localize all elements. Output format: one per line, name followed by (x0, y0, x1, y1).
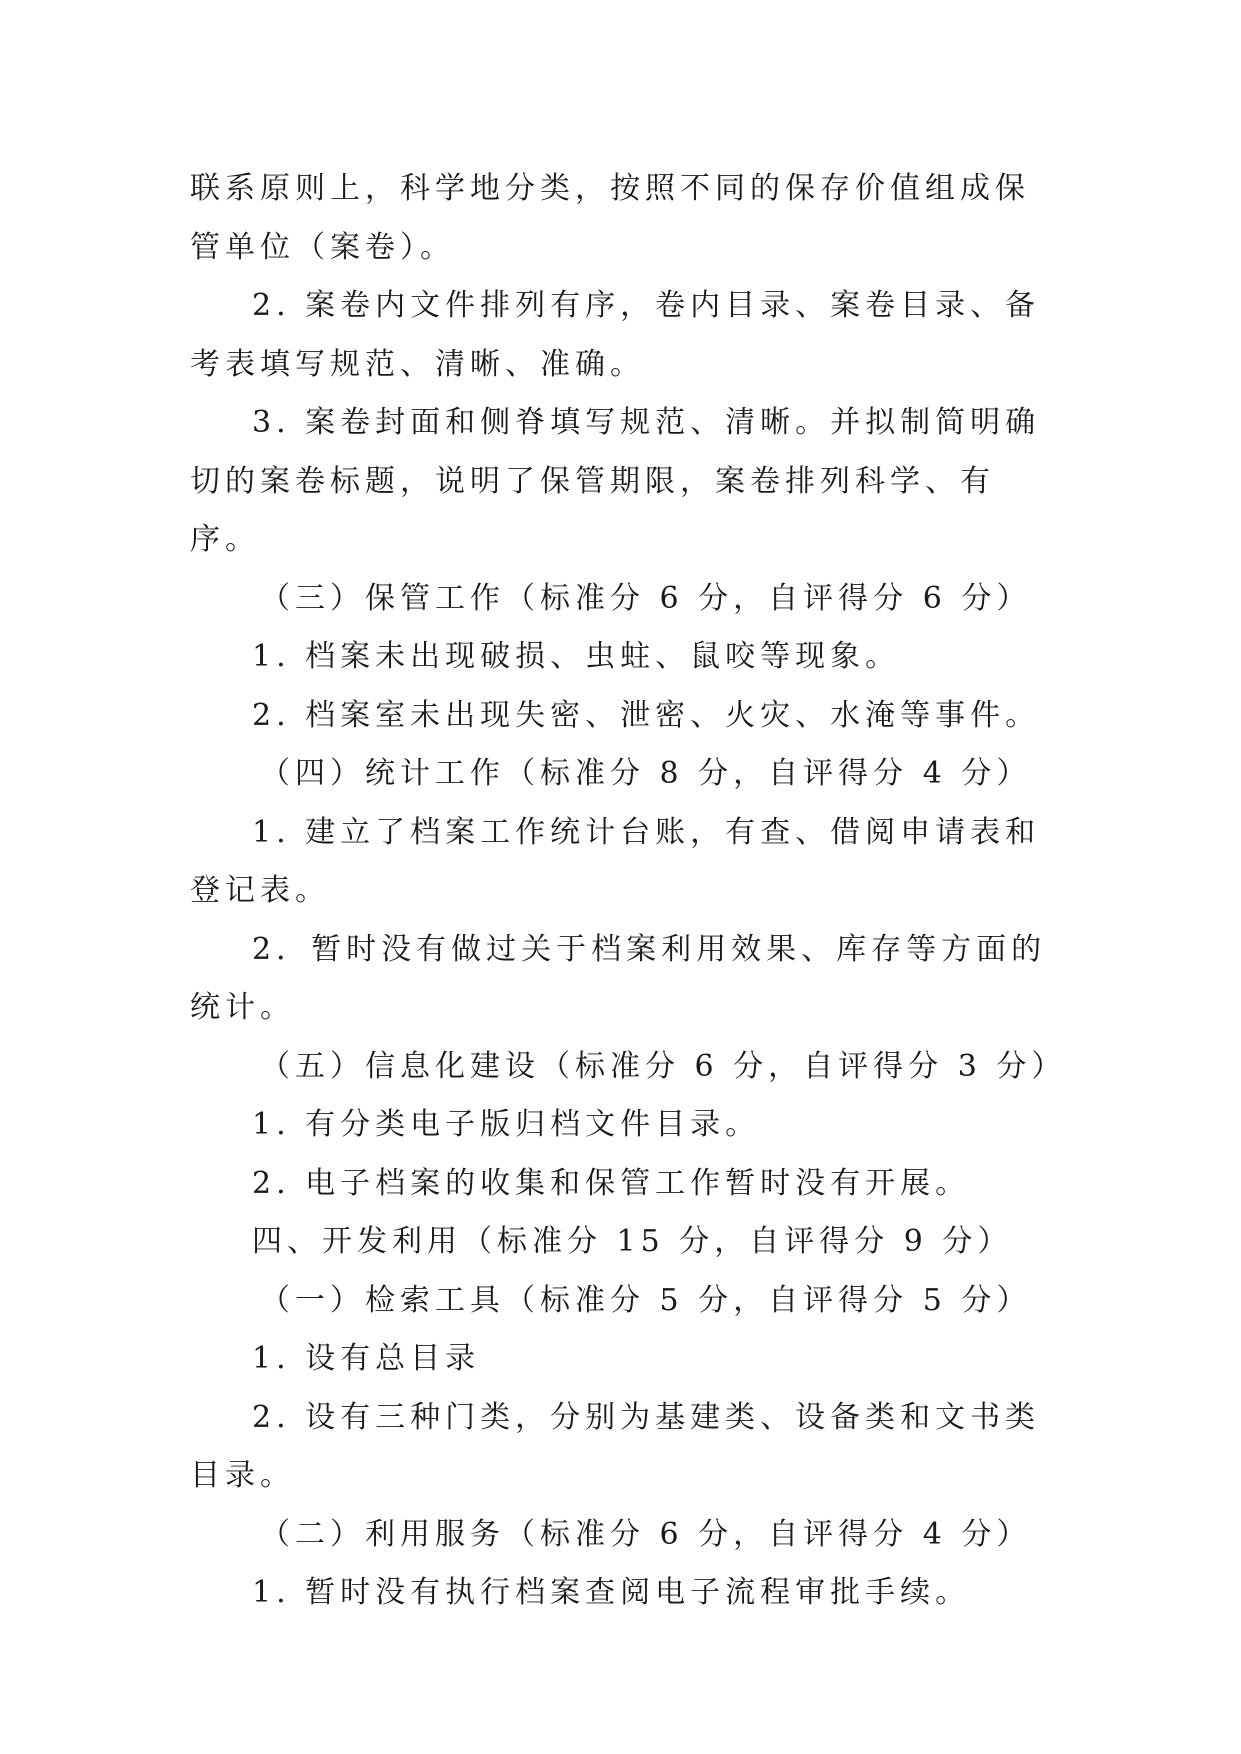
list-item-1: 1. 档案未出现破损、虫蛀、鼠咬等现象。 (252, 639, 901, 674)
document-body (190, 160, 1067, 1623)
list-item-1: 1. 建立了档案工作统计台账，有查、借阅申请表和登记表。 (190, 814, 1041, 908)
paragraph-continuation: 联系原则上，科学地分类，按照不同的保存价值组成保管单位（案卷）。 (190, 171, 1030, 265)
list-item-2: 2. 电子档案的收集和保管工作暂时没有开展。 (252, 1165, 971, 1201)
section-heading-utilization-service: （二）利用服务（标准分 6 分，自评得分 4 分） (260, 1516, 1032, 1552)
list-item-2: 2．暂时没有做过关于档案利用效果、库存等方面的统计。 (190, 931, 1047, 1025)
list-item-2: 2. 设有三种门类，分别为基建类、设备类和文书类目录。 (190, 1399, 1041, 1493)
section-heading-storage: （三）保管工作（标准分 6 分，自评得分 6 分） (260, 580, 1032, 616)
section-heading-statistics: （四）统计工作（标准分 8 分，自评得分 4 分） (260, 756, 1032, 791)
chapter-heading-development: 四、开发利用（标准分 15 分，自评得分 9 分） (252, 1224, 1013, 1259)
list-item-1: 1. 设有总目录 (252, 1341, 481, 1376)
section-heading-retrieval-tools: （一）检索工具（标准分 5 分，自评得分 5 分） (260, 1282, 1032, 1318)
list-item-1: 1. 暂时没有执行档案查阅电子流程审批手续。 (252, 1575, 971, 1610)
list-item-2: 2. 案卷内文件排列有序，卷内目录、案卷目录、备考表填写规范、清晰、准确。 (190, 288, 1041, 382)
section-heading-informatization: （五）信息化建设（标准分 6 分，自评得分 3 分） (260, 1048, 1067, 1084)
list-item-3: 3. 案卷封面和侧脊填写规范、清晰。并拟制简明确切的案卷标题，说明了保管期限，案卷排列科学、有序。 (190, 405, 1041, 557)
list-item-1: 1. 有分类电子版归档文件目录。 (252, 1107, 761, 1142)
list-item-2: 2. 档案室未出现失密、泄密、火灾、水淹等事件。 (252, 697, 1041, 733)
